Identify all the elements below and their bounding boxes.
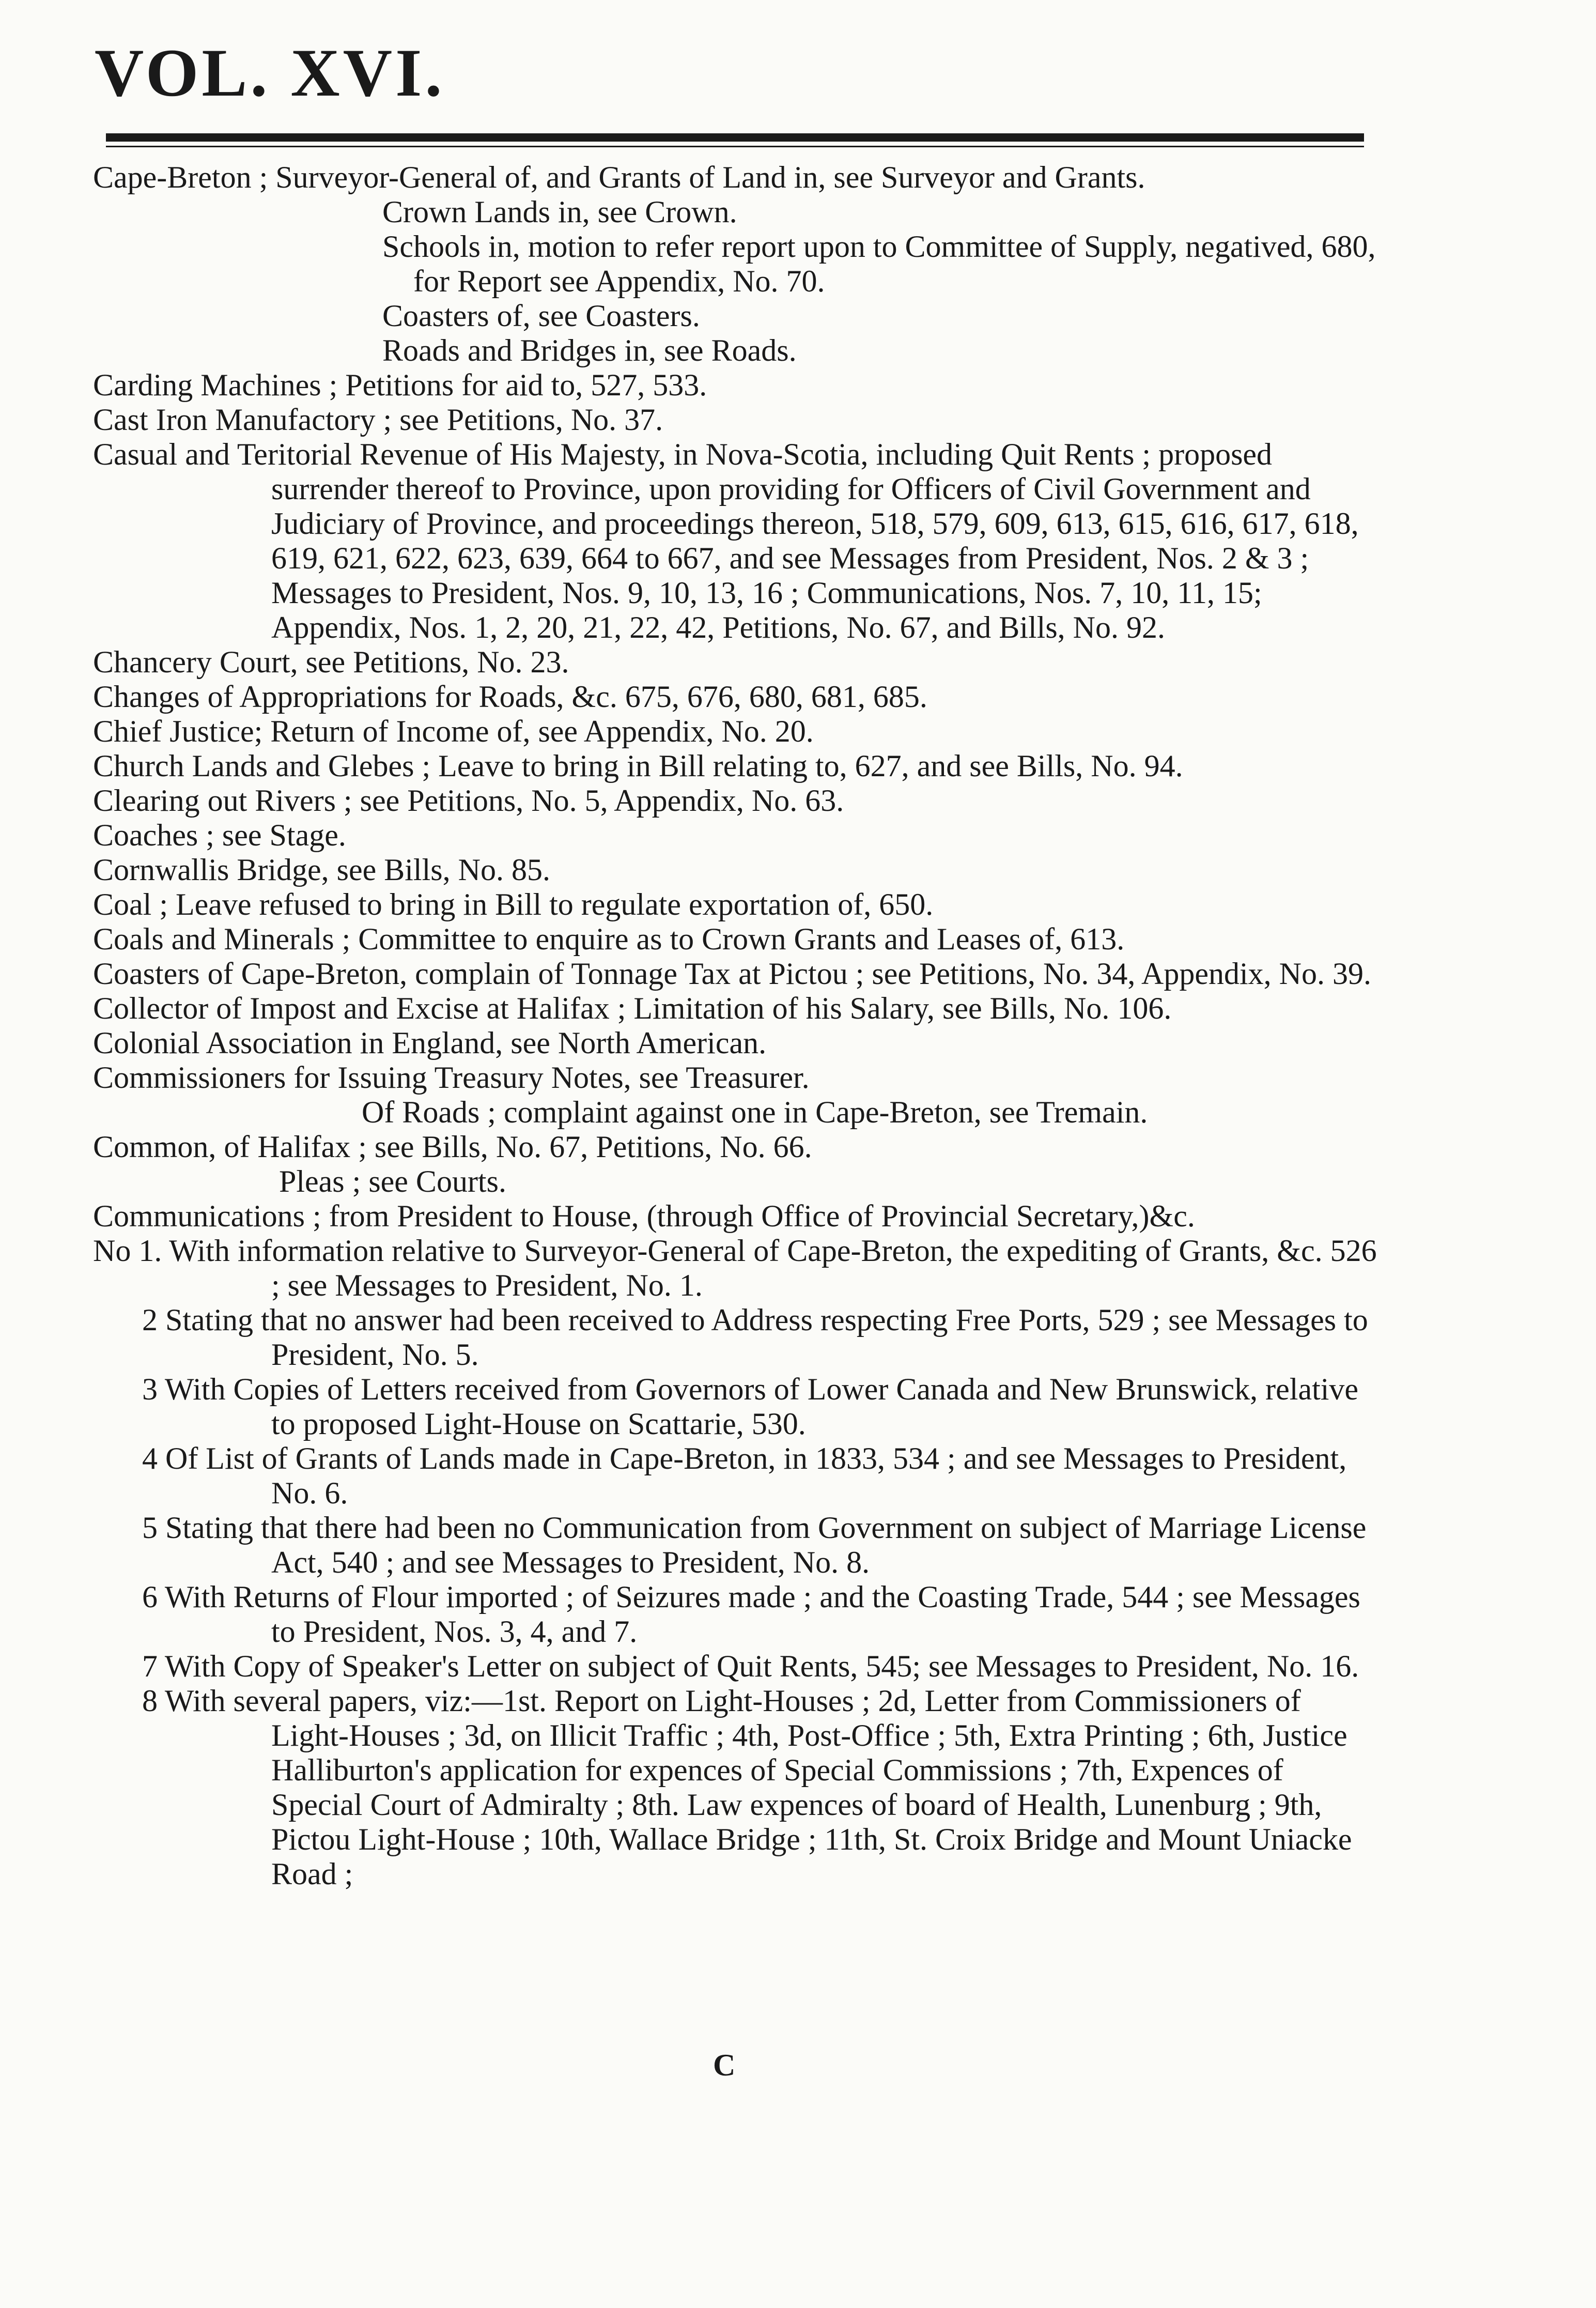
entry-text: Common, of Halifax ; see Bills, No. 67, Petitions, No. 66. <box>93 1130 812 1164</box>
index-entry <box>93 1026 1380 1060</box>
index-entry <box>93 645 1380 680</box>
entry-text: Colonial Association in England, see North American. <box>93 1026 767 1060</box>
index-subentry <box>93 1095 1380 1130</box>
entry-text: Clearing out Rivers ; see Petitions, No. 5, Appendix, No. 63. <box>93 783 844 818</box>
entry-text: Pleas ; see Courts. <box>279 1164 506 1198</box>
entry-text: Roads and Bridges in, see Roads. <box>382 333 797 367</box>
index-subentry <box>93 333 1380 368</box>
index-entry <box>93 957 1380 991</box>
index-subentry <box>93 229 1384 299</box>
communication-entry <box>93 1441 1380 1511</box>
index-subentry <box>93 1164 1380 1199</box>
index-entry <box>93 368 1380 403</box>
entry-text: Coasters of Cape-Breton, complain of Tonnage Tax at Pictou ; see Petitions, No. 34, Appendix, No. 39. <box>93 957 1372 991</box>
index-entry <box>93 853 1380 887</box>
communication-entry <box>93 1234 1385 1303</box>
communication-entry <box>93 1684 1380 1891</box>
header-rule-thin <box>106 146 1364 147</box>
entry-text: 4 Of List of Grants of Lands made in Cape-Breton, in 1833, 534 ; and see Messages to President, No. 6. <box>142 1441 1355 1510</box>
entry-text: Commissioners for Issuing Treasury Notes, see Treasurer. <box>93 1060 810 1095</box>
entry-text: Coals and Minerals ; Committee to enquire as to Crown Grants and Leases of, 613. <box>93 922 1125 956</box>
entry-text: Communications ; from President to House, (through Office of Provincial Secretary,)&c. <box>93 1199 1195 1233</box>
entry-text: 5 Stating that there had been no Communication from Government on subject of Marriage License Act, 540 ; and see Messages to President, No. 8. <box>142 1511 1373 1579</box>
entry-text: Coasters of, see Coasters. <box>382 299 700 333</box>
entry-text: Collector of Impost and Excise at Halifax ; Limitation of his Salary, see Bills, No. 106. <box>93 991 1172 1025</box>
entry-text: Casual and Teritorial Revenue of His Majesty, in Nova-Scotia, including Quit Rents ; proposed surrender thereof to Province, upon providing for Officers of Civil Government and Judiciary of Province, and proceedings thereon, 518, 579, 609, 613, 615, 616, 617, 618, 619, 621, 622, 623, 639, 664 to 667, and see Messages from President, Nos. 2 & 3 ; Messages to President, Nos. 9, 10, 13, 16 ; Communications, Nos. 7, 10, 11, 15; Appendix, Nos. 1, 2, 20, 21, 22, 42, Petitions, No. 67, and Bills, No. 92. <box>93 437 1367 644</box>
entry-text: 7 With Copy of Speaker's Letter on subject of Quit Rents, 545; see Messages to President, No. 16. <box>142 1649 1359 1683</box>
index-entry <box>93 714 1380 749</box>
entry-text: 6 With Returns of Flour imported ; of Seizures made ; and the Coasting Trade, 544 ; see Messages to President, Nos. 3, 4, and 7. <box>142 1580 1368 1649</box>
entry-text: Crown Lands in, see Crown. <box>382 195 737 229</box>
entry-text: Coal ; Leave refused to bring in Bill to regulate exportation of, 650. <box>93 887 934 921</box>
index-entry <box>93 1060 1380 1095</box>
volume-heading: VOL. XVI. <box>95 35 445 111</box>
index-entry <box>93 1199 1380 1234</box>
entry-text: Church Lands and Glebes ; Leave to bring in Bill relating to, 627, and see Bills, No. 94. <box>93 749 1183 783</box>
entry-text: Schools in, motion to refer report upon to Committee of Supply, negatived, 680, for Report see Appendix, No. 70. <box>382 229 1384 298</box>
index-entry <box>93 403 1380 437</box>
index-entries <box>93 160 1385 1891</box>
entry-text: No 1. With information relative to Surveyor-General of Cape-Breton, the expediting of Grants, &c. 526 ; see Messages to President, No. 1. <box>93 1234 1385 1302</box>
entry-text: Carding Machines ; Petitions for aid to, 527, 533. <box>93 368 707 402</box>
index-entry <box>93 680 1380 714</box>
communication-entry <box>93 1372 1380 1441</box>
communication-entry <box>93 1580 1380 1649</box>
index-entry <box>93 749 1380 783</box>
index-entry <box>93 818 1380 853</box>
index-entry <box>93 991 1380 1026</box>
entry-text: 3 With Copies of Letters received from Governors of Lower Canada and New Brunswick, relative to proposed Light-House on Scattarie, 530. <box>142 1372 1367 1441</box>
index-subentry <box>93 195 1380 229</box>
entry-text: Changes of Appropriations for Roads, &c. 675, 676, 680, 681, 685. <box>93 680 927 714</box>
entry-text: Chancery Court, see Petitions, No. 23. <box>93 645 569 679</box>
communication-entry <box>93 1649 1380 1684</box>
header-rule <box>106 133 1364 142</box>
index-entry <box>93 922 1380 957</box>
index-entry <box>93 783 1380 818</box>
signature-mark: C <box>713 2048 736 2082</box>
entry-text: Chief Justice; Return of Income of, see Appendix, No. 20. <box>93 714 814 748</box>
communication-entry <box>93 1303 1380 1372</box>
index-entry <box>93 1130 1380 1164</box>
entry-text: Cape-Breton ; Surveyor-General of, and Grants of Land in, see Surveyor and Grants. <box>93 160 1145 194</box>
entry-text: 8 With several papers, viz:—1st. Report on Light-Houses ; 2d, Letter from Commissioners of Light-Houses ; 3d, on Illicit Traffic ; 4th, Post-Office ; 5th, Extra Printing ; 6th, Justice Halliburton's application for expences of Special Commissions ; 7th, Expences of Special Court of Admiralty ; 8th. Law expences of board of Health, Lunenburg ; 9th, Pictou Light-House ; 10th, Wallace Bridge ; 11th, St. Croix Bridge and Mount Uniacke Road ; <box>142 1684 1360 1891</box>
index-entry <box>93 160 1380 195</box>
index-subentry <box>93 299 1380 333</box>
entry-text: Cast Iron Manufactory ; see Petitions, No. 37. <box>93 403 663 437</box>
index-entry <box>93 437 1380 645</box>
index-entry <box>93 887 1380 922</box>
communication-entry <box>93 1511 1380 1580</box>
entry-text: Coaches ; see Stage. <box>93 818 346 852</box>
entry-text: Of Roads ; complaint against one in Cape-Breton, see Tremain. <box>362 1095 1148 1129</box>
entry-text: 2 Stating that no answer had been received to Address respecting Free Ports, 529 ; see Messages to President, No. 5. <box>142 1303 1376 1372</box>
entry-text: Cornwallis Bridge, see Bills, No. 85. <box>93 853 550 887</box>
